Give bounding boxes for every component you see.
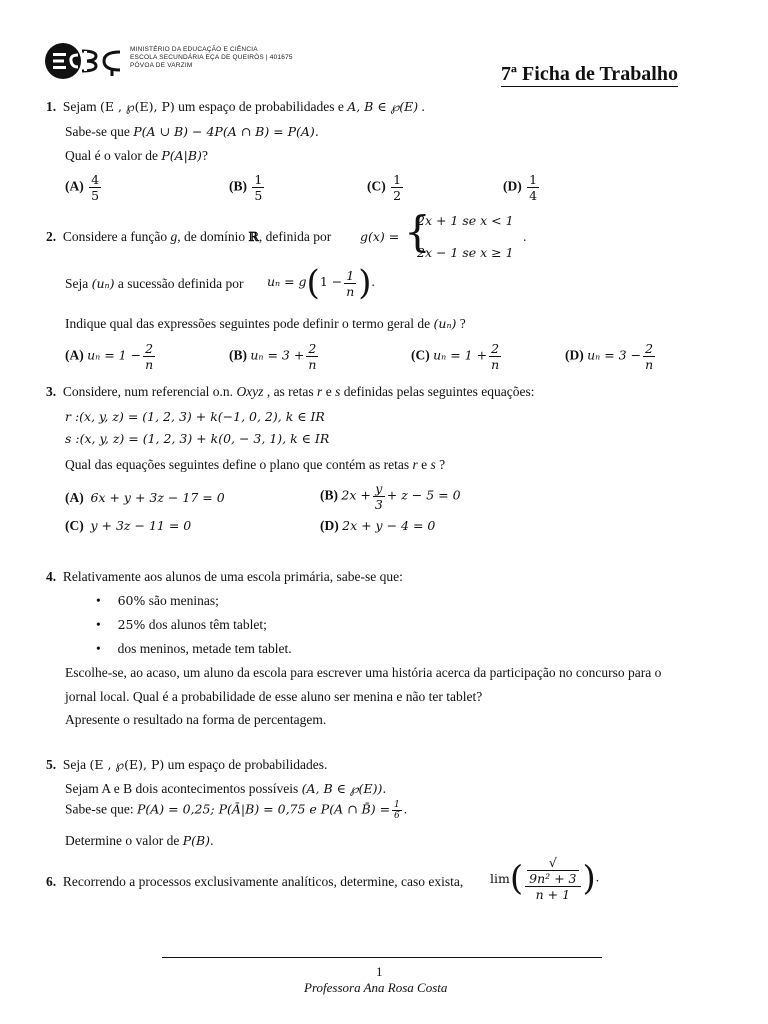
fraction-num: 2 — [306, 341, 318, 357]
q2-line2 — [65, 276, 243, 292]
option-fraction — [391, 172, 403, 203]
bullet-icon: • — [96, 593, 101, 608]
page-title: 7ª Ficha de Trabalho — [501, 63, 678, 85]
right-paren: ) — [358, 263, 372, 303]
fraction-num: 4 — [91, 172, 100, 187]
right-paren: ) — [582, 858, 596, 899]
fraction-num: 2 — [143, 341, 155, 357]
q5-text: . — [403, 801, 408, 817]
q6-lim: lim — [490, 871, 510, 886]
fraction-den: 3 — [374, 497, 383, 512]
option-expr: uₙ = 1 − — [87, 347, 142, 363]
q6-line1 — [46, 874, 463, 890]
q3-option-d — [320, 518, 435, 534]
option-expr: 2x + — [341, 487, 371, 503]
option-fraction — [306, 341, 318, 372]
q3-math: s — [335, 384, 341, 399]
q4-bullet1 — [96, 593, 219, 609]
option-label: (A) — [65, 490, 84, 505]
option-fraction — [252, 172, 264, 203]
q3-math: r — [317, 384, 323, 399]
q2-brace: { — [404, 207, 431, 256]
q3-text: Qual das equações seguintes define o plano que contém as retas — [65, 457, 410, 472]
q3-option-b — [320, 481, 461, 512]
option-fraction — [643, 341, 655, 372]
q1-option-c — [367, 172, 405, 203]
q5-text: Seja — [62, 757, 87, 772]
q2-text: , definida por — [258, 229, 332, 244]
q1-line3 — [65, 148, 208, 164]
q2-option-c — [411, 341, 503, 372]
q5-math: (A, B ∈ ℘(E)). — [301, 781, 387, 796]
option-expr: uₙ = 3 + — [250, 347, 305, 363]
option-expr: uₙ = 3 − — [587, 347, 642, 363]
footer-divider — [162, 957, 602, 958]
option-label: (C) — [65, 518, 84, 533]
q5-line3 — [65, 800, 407, 821]
q2-case2: 2x − 1 se x ≥ 1 — [417, 245, 514, 260]
q1-option-b — [229, 172, 266, 203]
q2-option-d — [565, 341, 657, 372]
q4-line1 — [46, 569, 403, 585]
q3-option-c — [65, 518, 191, 534]
q2-math: (uₙ) — [433, 316, 457, 331]
option-fraction — [527, 172, 539, 203]
left-paren: ( — [306, 263, 320, 303]
fraction-num: 2 — [643, 341, 655, 357]
q2-line3 — [65, 316, 466, 332]
option-label: (C) — [367, 178, 386, 194]
option-label: (A) — [65, 347, 84, 363]
q1-text: . — [421, 99, 425, 114]
q4-text: dos alunos têm tablet; — [148, 617, 267, 632]
fraction-num: 1 — [254, 172, 263, 187]
q1-option-a — [65, 172, 103, 203]
fraction-den: n — [145, 357, 154, 372]
option-label: (A) — [65, 178, 84, 194]
option-fraction — [489, 341, 501, 372]
q6-limit — [490, 855, 599, 902]
q2-case1: 2x + 1 se x < 1 — [417, 213, 514, 228]
q1-text: ? — [201, 148, 208, 163]
school-title: ESCOLA SECUNDÁRIA EÇA DE QUEIRÓS | 401675 — [130, 54, 293, 61]
q1-math: (E , ℘(E), P) — [100, 99, 175, 114]
school-logo — [44, 42, 126, 80]
q4-text: Relativamente aos alunos de uma escola primária, sabe-se que: — [62, 569, 403, 584]
q2-text: Considere a função — [62, 229, 168, 244]
fraction-num: 1 — [393, 172, 402, 187]
q3-math: r — [412, 457, 418, 472]
q3-equation-s: s :(x, y, z) = (1, 2, 3) + k(0, − 3, 1), k ∈ IR — [65, 431, 330, 446]
fraction-den: n — [645, 357, 654, 372]
q2-text: ? — [459, 316, 466, 331]
fraction-den: 6 — [394, 811, 400, 821]
q1-text: um espaço de probabilidades e — [178, 99, 344, 114]
q6-number: 6. — [46, 874, 57, 889]
q5-text: . — [210, 833, 214, 848]
q5-text: Determine o valor de — [65, 833, 180, 848]
q3-text: Considere, num referencial o.n. — [62, 384, 234, 399]
fraction-num: 1 — [529, 172, 538, 187]
fraction-num: 1 — [394, 800, 400, 810]
fraction-den: n + 1 — [535, 887, 571, 902]
q2-math: ℝ — [248, 229, 259, 244]
q2-math: g — [170, 229, 178, 244]
q2-function-name: g(x) = — [360, 229, 400, 244]
q2-period: . — [523, 229, 527, 244]
q2-option-b — [229, 341, 320, 372]
option-label: (D) — [320, 518, 339, 533]
option-fraction — [89, 172, 101, 203]
option-expr: uₙ = 1 + — [433, 347, 488, 363]
q4-text: são meninas; — [148, 593, 219, 608]
page-number: 1 — [376, 964, 383, 979]
q4-math: 25% — [117, 617, 146, 632]
q2-u-definition — [267, 263, 375, 303]
q6-text: Recorrendo a processos exclusivamente analíticos, determine, caso exista, — [62, 874, 464, 889]
q2-text: , de domínio — [177, 229, 246, 244]
q1-math: P(A ∪ B) − 4P(A ∩ B) = P(A). — [133, 124, 319, 139]
q2-fraction — [344, 268, 356, 299]
q2-text: Indique qual das expressões seguintes pode definir o termo geral de — [65, 316, 431, 331]
option-expr: 2x + y − 4 = 0 — [342, 518, 436, 533]
q4-line2: Escolhe-se, ao acaso, um aluno da escola para escrever uma história acerca da participação no concurso para o — [65, 665, 662, 680]
q4-text: dos meninos, metade tem tablet. — [117, 641, 292, 656]
q3-text: definidas pelas seguintes equações: — [343, 384, 535, 399]
q2-line1 — [46, 229, 331, 245]
q2-option-a — [65, 341, 157, 372]
q5-number: 5. — [46, 757, 57, 772]
bullet-icon: • — [96, 641, 101, 656]
left-paren: ( — [509, 858, 524, 899]
q2-number: 2. — [46, 229, 57, 244]
q5-text: um espaço de probabilidades. — [167, 757, 328, 772]
fraction-den: 5 — [91, 188, 100, 203]
option-fraction — [143, 341, 155, 372]
q3-equation-r: r :(x, y, z) = (1, 2, 3) + k(−1, 0, 2), k ∈ IR — [65, 409, 325, 424]
q1-line2 — [65, 124, 319, 140]
q5-math: (E , ℘(E), P) — [89, 757, 165, 772]
q1-math: P(A|B) — [161, 148, 202, 163]
footer-author: Professora Ana Rosa Costa — [304, 980, 448, 995]
q5-line2 — [65, 781, 386, 797]
q1-math: A, B ∈ ℘(E) — [347, 99, 419, 114]
q1-text: Sejam — [62, 99, 97, 114]
q2-math: 1 − — [319, 274, 343, 290]
q1-number: 1. — [46, 99, 57, 114]
school-name — [130, 46, 293, 70]
q5-math: P(A) = 0,25; P(Ā|B) = 0,75 e P(A ∩ B̄) = — [136, 801, 391, 817]
q4-line3: jornal local. Qual é a probabilidade de esse aluno ser menina e não ter tablet? — [65, 689, 483, 704]
fraction-den: n — [491, 357, 500, 372]
q2-text: a sucessão definida por — [117, 276, 244, 291]
q2-text: . — [371, 274, 375, 290]
fraction-den: 5 — [254, 188, 263, 203]
q3-option-a — [65, 490, 225, 506]
fraction-num: y — [373, 481, 385, 497]
option-label: (C) — [411, 347, 430, 363]
q5-text: Sabe-se que: — [65, 801, 134, 817]
fraction-den: n — [346, 283, 355, 299]
q3-math: s — [430, 457, 436, 472]
option-expr: 6x + y + 3z − 17 = 0 — [90, 490, 225, 505]
school-ministry: MINISTÉRIO DA EDUCAÇÃO E CIÊNCIA — [130, 46, 258, 53]
q2-math: (uₙ) — [91, 276, 115, 291]
q4-number: 4. — [46, 569, 57, 584]
q5-line1 — [46, 757, 327, 773]
q4-bullet2 — [96, 617, 267, 633]
q5-math: P(B) — [182, 833, 211, 848]
option-label: (D) — [565, 347, 584, 363]
option-expr: + z − 5 = 0 — [386, 487, 461, 503]
q5-line4 — [65, 833, 213, 849]
q1-text: Qual é o valor de — [65, 148, 158, 163]
sqrt-content: 9n² + 3 — [529, 871, 577, 886]
q3-text: e — [421, 457, 428, 472]
q4-line4: Apresente o resultado na forma de percentagem. — [65, 712, 327, 727]
q4-bullet3 — [96, 641, 292, 657]
q6-text: . — [595, 869, 600, 885]
option-label: (B) — [229, 347, 247, 363]
q5-fraction — [392, 800, 402, 821]
q1-text: Sabe-se que — [65, 124, 130, 139]
q1-line1 — [46, 99, 425, 115]
option-label: (B) — [320, 487, 338, 503]
fraction-num: 2 — [489, 341, 501, 357]
q2-math: uₙ = g — [267, 274, 307, 290]
school-city: PÓVOA DE VARZIM — [130, 62, 193, 69]
fraction-num: 1 — [344, 268, 356, 284]
bullet-icon: • — [96, 617, 101, 632]
q4-math: 60% — [117, 593, 146, 608]
q3-math: Oxyz — [236, 384, 264, 399]
option-expr: y + 3z − 11 = 0 — [90, 518, 192, 533]
q6-fraction — [525, 855, 580, 902]
option-label: (D) — [503, 178, 522, 194]
q1-option-d — [503, 172, 541, 203]
q2-text: Seja — [65, 276, 89, 291]
q3-text: ? — [439, 457, 446, 472]
q3-line4 — [65, 457, 445, 473]
q3-number: 3. — [46, 384, 57, 399]
q3-text: e — [325, 384, 332, 399]
fraction-den: 4 — [529, 188, 538, 203]
fraction-den: 2 — [393, 188, 402, 203]
fraction-den: n — [308, 357, 317, 372]
option-label: (B) — [229, 178, 247, 194]
q3-text: , as retas — [266, 384, 314, 399]
option-fraction — [373, 481, 385, 512]
fraction-num: √ 9n² + 3 — [525, 855, 580, 887]
q3-line1 — [46, 384, 535, 400]
q5-text: Sejam A e B dois acontecimentos possíveis — [65, 781, 299, 796]
